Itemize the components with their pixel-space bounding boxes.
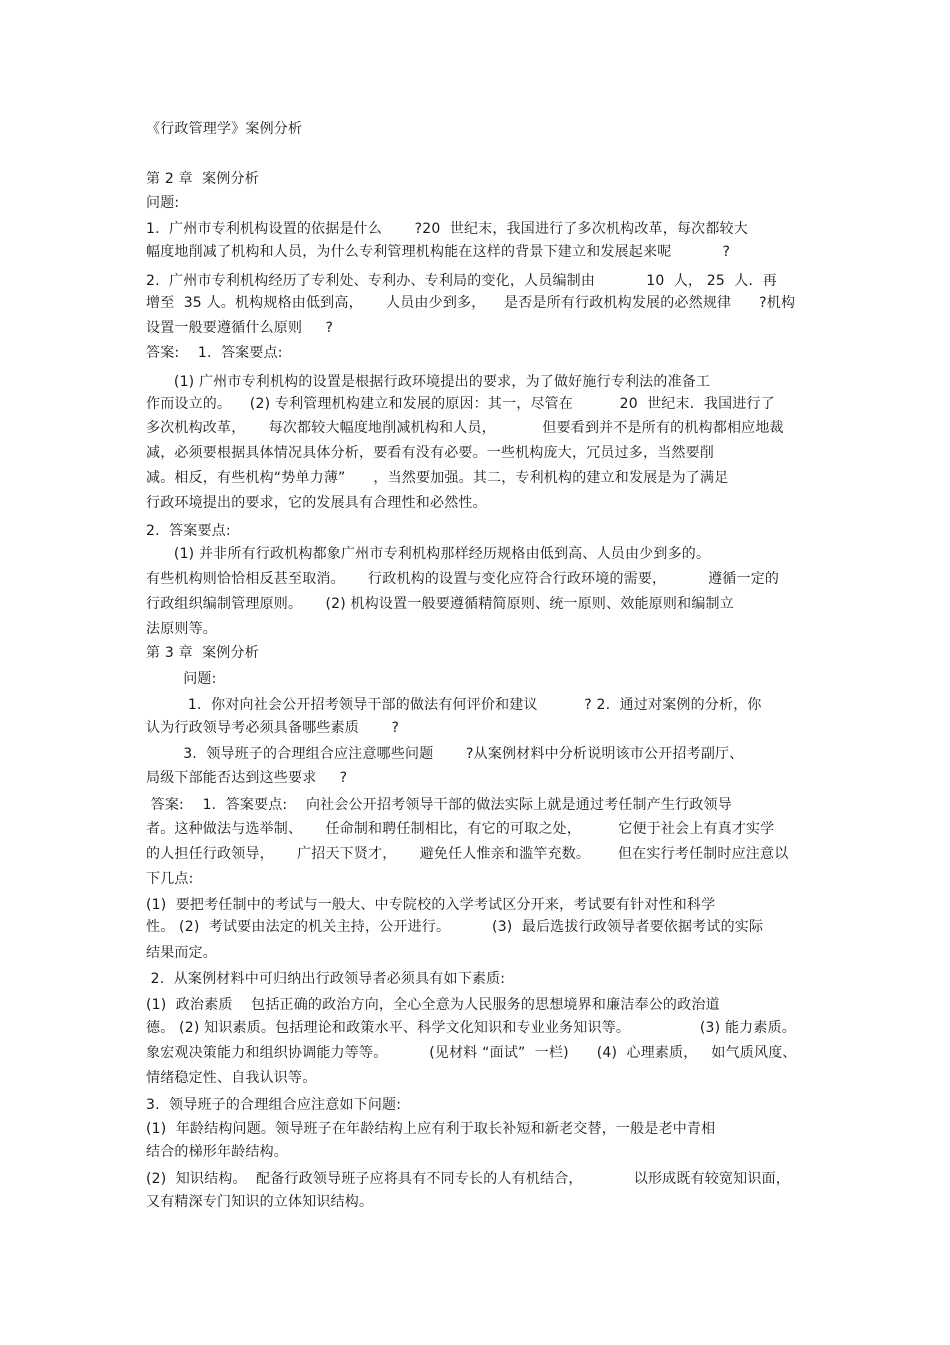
text-line: 多次机构改革， 每次都较大幅度地削减机构和人员， 但要看到并不是所有的机构都相应地裁 bbox=[146, 420, 784, 436]
text-line: 1. 广州市专利机构设置的依据是什么 ?20 世纪末，我国进行了多次机构改革，每次都较大 bbox=[146, 221, 748, 237]
text-line: 减，必须要根据具体情况具体分析，要看有没有必要。一些机构庞大，冗员过多，当然要削 bbox=[146, 445, 714, 461]
text-line: 增至 35 人。机构规格由低到高， 人员由少到多， 是否是所有行政机构发展的必然规律 ?机构 bbox=[146, 295, 796, 311]
text-line: (1) 广州市专利机构的设置是根据行政环境提出的要求，为了做好施行专利法的准备工 bbox=[146, 374, 711, 390]
text-line: 问题: bbox=[146, 671, 217, 687]
text-line: 法原则等。 bbox=[146, 621, 217, 637]
text-line: 1．你对向社会公开招考领导干部的做法有何评价和建议 ? 2. 通过对案例的分析，你 bbox=[146, 697, 762, 713]
text-line: 象宏观决策能力和组织协调能力等等。 (见材料 “面试” 一栏) (4) 心理素质， 如气质风度、 bbox=[146, 1045, 797, 1061]
text-line: 设置一般要遵循什么原则 ? bbox=[146, 320, 334, 336]
text-line: 又有精深专门知识的立体知识结构。 bbox=[146, 1194, 374, 1210]
text-line: 情绪稳定性、自我认识等。 bbox=[146, 1070, 317, 1086]
text-line: 2. 广州市专利机构经历了专利处、专利办、专利局的变化，人员编制由 10 人， 25 人．再 bbox=[146, 273, 777, 289]
chapter-heading: 第 3 章 案例分析 bbox=[146, 645, 259, 661]
document-title: 《行政管理学》案例分析 bbox=[146, 121, 303, 137]
text-line: (1) 年龄结构问题。领导班子在年龄结构上应有利于取长补短和新老交替，一般是老中青相 bbox=[146, 1121, 716, 1137]
text-line: (1) 政治素质 包括正确的政治方向，全心全意为人民服务的思想境界和廉洁奉公的政治道 bbox=[146, 997, 720, 1013]
text-line: (1) 并非所有行政机构都象广州市专利机构那样经历规格由低到高、人员由少到多的。 bbox=[146, 546, 711, 562]
text-line: 减。相反，有些机构“势单力薄” ，当然要加强。其二，专利机构的建立和发展是为了满足 bbox=[146, 470, 729, 486]
text-line: 的人担任行政领导， 广招天下贤才， 避免任人惟亲和滥竿充数。 但在实行考任制时应注意以 bbox=[146, 846, 789, 862]
text-line: 2. 从案例材料中可归纳出行政领导者必须具有如下素质: bbox=[146, 971, 506, 987]
text-line: 问题: bbox=[146, 195, 180, 211]
text-line: 结合的梯形年龄结构。 bbox=[146, 1144, 288, 1160]
text-line: 有些机构则恰恰相反甚至取消。 行政机构的设置与变化应符合行政环境的需要， 遵循一定的 bbox=[146, 571, 780, 587]
text-line: 者。这种做法与选举制、 任命制和聘任制相比，有它的可取之处， 它便于社会上有真才实学 bbox=[146, 821, 775, 837]
text-line: 2. 答案要点: bbox=[146, 523, 231, 539]
chapter-heading: 第 2 章 案例分析 bbox=[146, 171, 259, 187]
text-line: 答案: 1. 答案要点: 向社会公开招考领导干部的做法实际上就是通过考任制产生行政领导 bbox=[146, 797, 732, 813]
text-line: 性。 (2) 考试要由法定的机关主持，公开进行。 (3) 最后选拔行政领导者要依据考试的实际 bbox=[146, 919, 764, 935]
text-line: 局级下部能否达到这些要求 ? bbox=[146, 770, 348, 786]
text-line: 结果而定。 bbox=[146, 945, 217, 961]
text-line: 行政环境提出的要求，它的发展具有合理性和必然性。 bbox=[146, 495, 487, 511]
text-line: 3. 领导班子的合理组合应注意哪些问题 ?从案例材料中分析说明该市公开招考副厅、 bbox=[146, 746, 744, 762]
text-line: 下几点: bbox=[146, 871, 194, 887]
text-line: 行政组织编制管理原则。 (2) 机构设置一般要遵循精简原则、统一原则、效能原则和编制立 bbox=[146, 596, 734, 612]
text-line: (1) 要把考任制中的考试与一般大、中专院校的入学考试区分开来，考试要有针对性和科学 bbox=[146, 897, 716, 913]
text-line: 3. 领导班子的合理组合应注意如下问题: bbox=[146, 1097, 402, 1113]
text-line: 答案: 1. 答案要点: bbox=[146, 345, 283, 361]
text-line: 德。 (2) 知识素质。包括理论和政策水平、科学文化知识和专业业务知识等。 (3) 能力素质。 bbox=[146, 1020, 796, 1036]
text-line: 作而设立的。 (2) 专利管理机构建立和发展的原因：其一，尽管在 20 世纪末．我国进行了 bbox=[146, 396, 775, 412]
text-line: (2) 知识结构。 配备行政领导班子应将具有不同专长的人有机结合， 以形成既有较宽知识面， bbox=[146, 1171, 790, 1187]
text-line: 幅度地削减了机构和人员，为什么专利管理机构能在这样的背景下建立和发展起来呢 ? bbox=[146, 244, 731, 260]
text-line: 认为行政领导考必须具备哪些素质 ? bbox=[146, 720, 400, 736]
